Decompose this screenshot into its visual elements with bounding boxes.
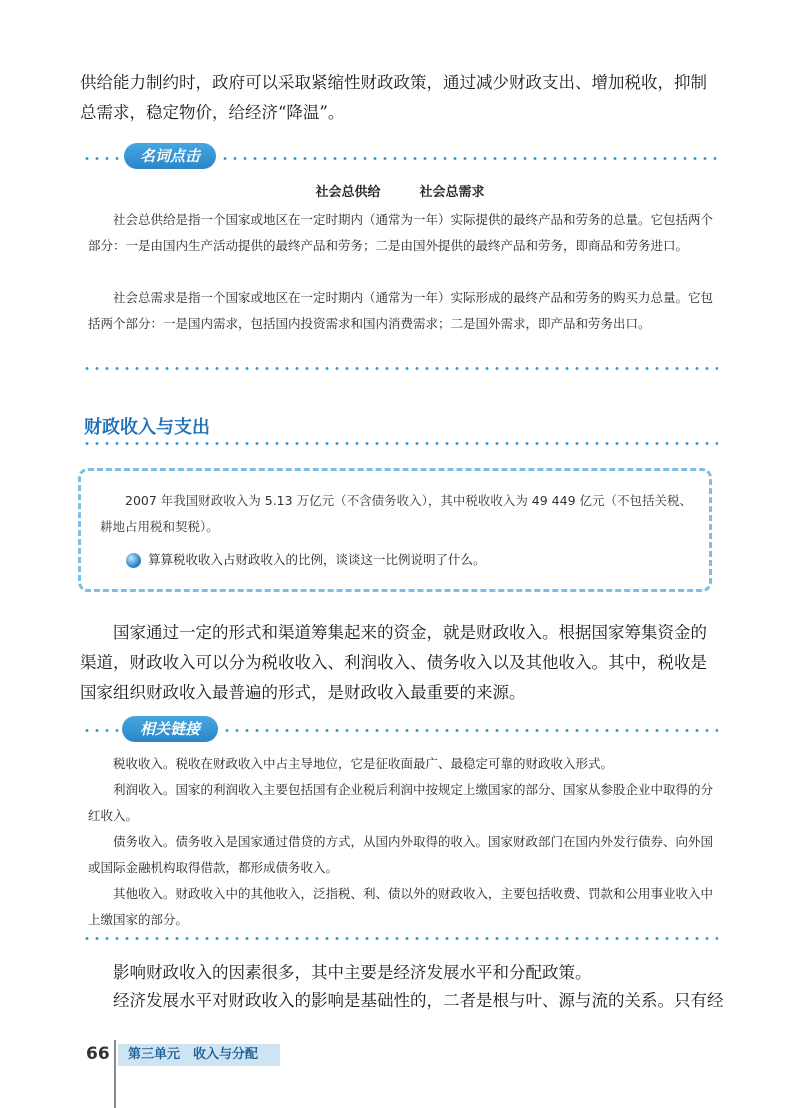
dotted-divider	[220, 157, 718, 160]
list-item: 债务收入。债务收入是国家通过借贷的方式，从国内外取得的收入。国家财政部门在国内外发行债券、向外国或国际金融机构取得借款，都形成债务收入。	[88, 834, 714, 875]
section-heading: 财政收入与支出	[84, 417, 210, 438]
list-item: 其他收入。财政收入中的其他收入，泛指税、利、债以外的财政收入，主要包括收费、罚款和公用事业收入中上缴国家的部分。	[88, 886, 714, 927]
dotted-divider	[82, 937, 718, 940]
dotted-lead	[82, 157, 124, 160]
list-item: 利润收入。国家的利润收入主要包括国有企业税后利润中按规定上缴国家的部分、国家从参股企业中取得的分红收入。	[88, 782, 714, 823]
main-paragraph: 国家通过一定的形式和渠道筹集起来的资金，就是财政收入。根据国家筹集资金的渠道，财政收入可以分为税收收入、利润收入、债务收入以及其他收入。其中，税收是国家组织财政收入最普遍的形式，是财政收入最重要的来源。	[80, 623, 707, 702]
globe-bullet-icon	[126, 553, 141, 568]
activity-text: 2007 年我国财政收入为 5.13 万亿元（不含债务收入），其中税收收入为 49 449 亿元（不包括关税、耕地占用税和契税）。	[100, 493, 692, 534]
list-item: 税收收入。税收在财政收入中占主导地位，它是征收面最广、最稳定可靠的财政收入形式。	[113, 756, 614, 771]
glossary-title-1: 社会总供给	[315, 185, 381, 200]
glossary-paragraph: 社会总供给是指一个国家或地区在一定时期内（通常为一年）实际提供的最终产品和劳务的总量。它包括两个部分：一是由国内生产活动提供的最终产品和劳务；二是由国外提供的最终产品和劳务，即商品和劳务进口。	[88, 212, 714, 253]
glossary-titles	[80, 181, 720, 200]
activity-question: 算算税收收入占财政收入的比例，谈谈这一比例说明了什么。	[148, 552, 486, 567]
closing-paragraph: 影响财政收入的因素很多，其中主要是经济发展水平和分配政策。	[113, 963, 592, 982]
unit-label: 第三单元 收入与分配	[118, 1044, 280, 1066]
dotted-lead	[82, 729, 122, 732]
related-link-tag: 相关链接	[122, 716, 218, 742]
closing-paragraph: 经济发展水平对财政收入的影响是基础性的，二者是根与叶、源与流的关系。只有经	[113, 991, 724, 1010]
heading-dotted-underline	[82, 442, 718, 445]
footer-rule	[114, 1040, 116, 1108]
glossary-paragraph: 社会总需求是指一个国家或地区在一定时期内（通常为一年）实际形成的最终产品和劳务的购买力总量。它包括两个部分：一是国内需求，包括国内投资需求和国内消费需求；二是国外需求，即产品和劳务出口。	[88, 290, 714, 331]
glossary-title-2: 社会总需求	[419, 185, 485, 200]
dotted-divider	[222, 729, 718, 732]
dotted-divider	[82, 367, 718, 370]
related-link-list	[88, 751, 718, 933]
intro-paragraph: 供给能力制约时，政府可以采取紧缩性财政政策，通过减少财政支出、增加税收，抑制总需求，稳定物价，给经济“降温”。	[80, 73, 707, 122]
glossary-tag: 名词点击	[124, 143, 216, 169]
page-number: 66	[86, 1044, 110, 1064]
